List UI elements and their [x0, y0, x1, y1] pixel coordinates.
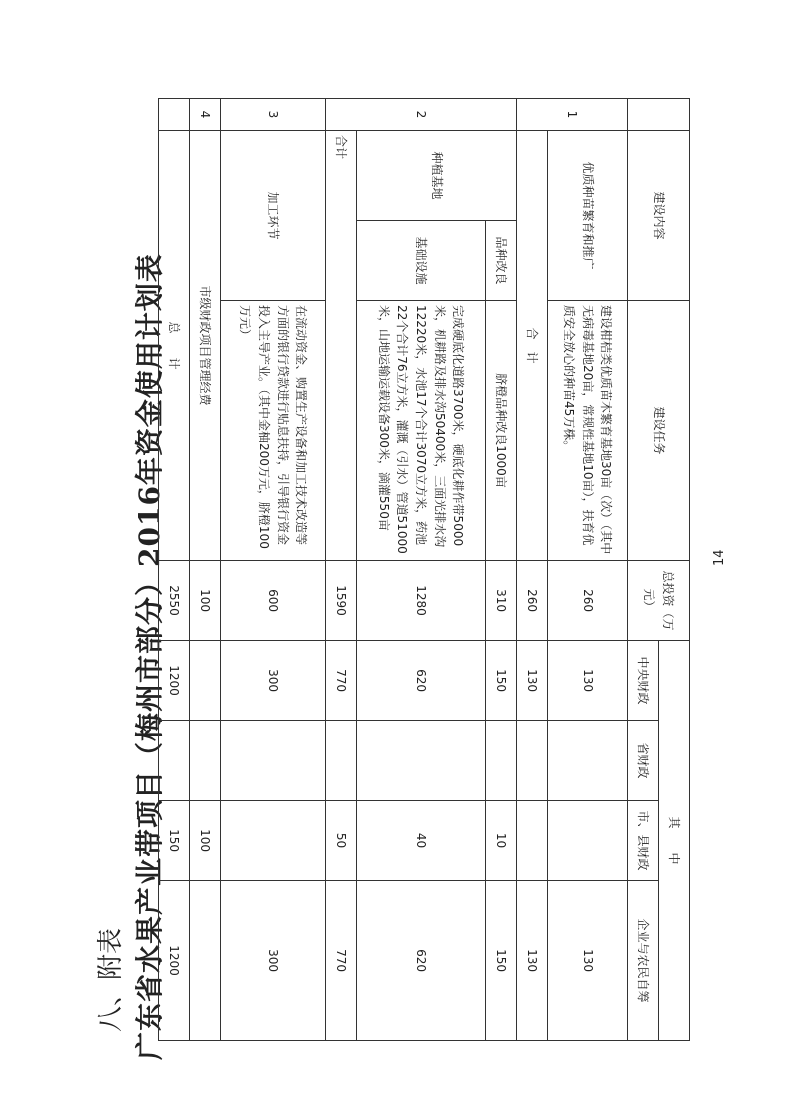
header-of-which: 其 中 [658, 641, 689, 1041]
cell-no: 1 [516, 99, 627, 131]
cell-enterprise: 300 [221, 881, 326, 1041]
cell-enterprise: 130 [547, 881, 627, 1041]
cell-total: 1280 [356, 561, 485, 641]
cell-total: 600 [221, 561, 326, 641]
header-central: 中央财政 [627, 641, 658, 721]
cell-task: 完成硬底化道路3700米，硬底化耕作带5000米，机耕路及排水沟50400米，三面光排水沟12220米，水池17个合计3070立方米，药池22个合计76立方米，灌溉（引水）管道51000米，山地运输运载设备300米，滴灌550亩 [356, 301, 485, 561]
header-content: 建设内容 [627, 131, 689, 301]
table-row [159, 99, 190, 1041]
cell-enterprise: 150 [485, 881, 516, 1041]
cell-subcategory: 品种改良 [485, 221, 516, 301]
cell-no: 3 [221, 99, 326, 131]
cell-provincial [221, 721, 326, 801]
cell-total: 310 [485, 561, 516, 641]
cell-enterprise: 130 [516, 881, 547, 1041]
cell-task: 合 计 [516, 131, 547, 561]
cell-subtotal-label: 合计 [325, 131, 356, 561]
cell-total: 100 [190, 561, 221, 641]
table-row [356, 99, 485, 1041]
page-number: 14 [712, 549, 727, 566]
section-heading: 八、附表 [96, 927, 126, 1032]
table-row [221, 99, 326, 1041]
table-header-row [658, 99, 689, 1041]
table-row [190, 99, 221, 1041]
table-row [325, 99, 356, 1041]
cell-enterprise: 1200 [159, 881, 190, 1041]
table-row [485, 99, 516, 1041]
cell-city: 50 [325, 801, 356, 881]
cell-content: 加工环节 [221, 131, 326, 301]
cell-enterprise: 620 [356, 881, 485, 1041]
cell-no: 2 [325, 99, 516, 131]
cell-central: 130 [516, 641, 547, 721]
cell-content: 优质种苗繁育和推广 [547, 131, 627, 301]
header-city-county: 市、县财政 [627, 801, 658, 881]
cell-task: 在流动资金、购置生产设备和加工技术改造等方面的银行贷款进行贴息扶持，引导银行资金投入主导产业。（其中金柚200万元，脐橙100万元） [221, 301, 326, 561]
cell-central: 300 [221, 641, 326, 721]
cell-task: 市级财政项目管理经费 [190, 131, 221, 561]
table-row [516, 99, 547, 1041]
cell-no: 4 [190, 99, 221, 131]
cell-city: 40 [356, 801, 485, 881]
header-enterprise: 企业与农民自筹 [627, 881, 658, 1041]
cell-subcategory: 基础设施 [356, 221, 485, 301]
cell-central: 770 [325, 641, 356, 721]
funding-plan-table [158, 98, 690, 1041]
cell-no [159, 99, 190, 131]
cell-central [190, 641, 221, 721]
cell-total: 260 [516, 561, 547, 641]
cell-city: 100 [190, 801, 221, 881]
cell-central: 150 [485, 641, 516, 721]
cell-provincial [325, 721, 356, 801]
header-no [627, 99, 689, 131]
cell-enterprise [190, 881, 221, 1041]
table-row [547, 99, 627, 1041]
cell-content: 种植基地 [356, 131, 516, 221]
header-provincial: 省财政 [627, 721, 658, 801]
cell-provincial [159, 721, 190, 801]
page-title: 广东省水果产业带项目（梅州市部分）2016年资金使用计划表 [133, 253, 166, 1060]
cell-city: 150 [159, 801, 190, 881]
cell-total: 260 [547, 561, 627, 641]
cell-task: 建设柑桔类优质苗木繁育基地30亩（次）（其中无病毒基地20亩，常规性基地10亩），扶育优质安全放心的种苗45万株。 [547, 301, 627, 561]
cell-task: 脐橙品种改良1000亩 [485, 301, 516, 561]
funding-plan-table-wrap [158, 98, 690, 1040]
cell-city: 10 [485, 801, 516, 881]
cell-provincial [547, 721, 627, 801]
cell-city [547, 801, 627, 881]
cell-city [516, 801, 547, 881]
cell-provincial [485, 721, 516, 801]
cell-central: 620 [356, 641, 485, 721]
cell-total: 2550 [159, 561, 190, 641]
header-total: 总投资（万元） [627, 561, 689, 641]
cell-central: 130 [547, 641, 627, 721]
cell-enterprise: 770 [325, 881, 356, 1041]
cell-provincial [356, 721, 485, 801]
cell-total: 1590 [325, 561, 356, 641]
cell-city [221, 801, 326, 881]
cell-provincial [516, 721, 547, 801]
header-task: 建设任务 [627, 301, 689, 561]
cell-task: 总 计 [159, 131, 190, 561]
cell-central: 1200 [159, 641, 190, 721]
cell-provincial [190, 721, 221, 801]
